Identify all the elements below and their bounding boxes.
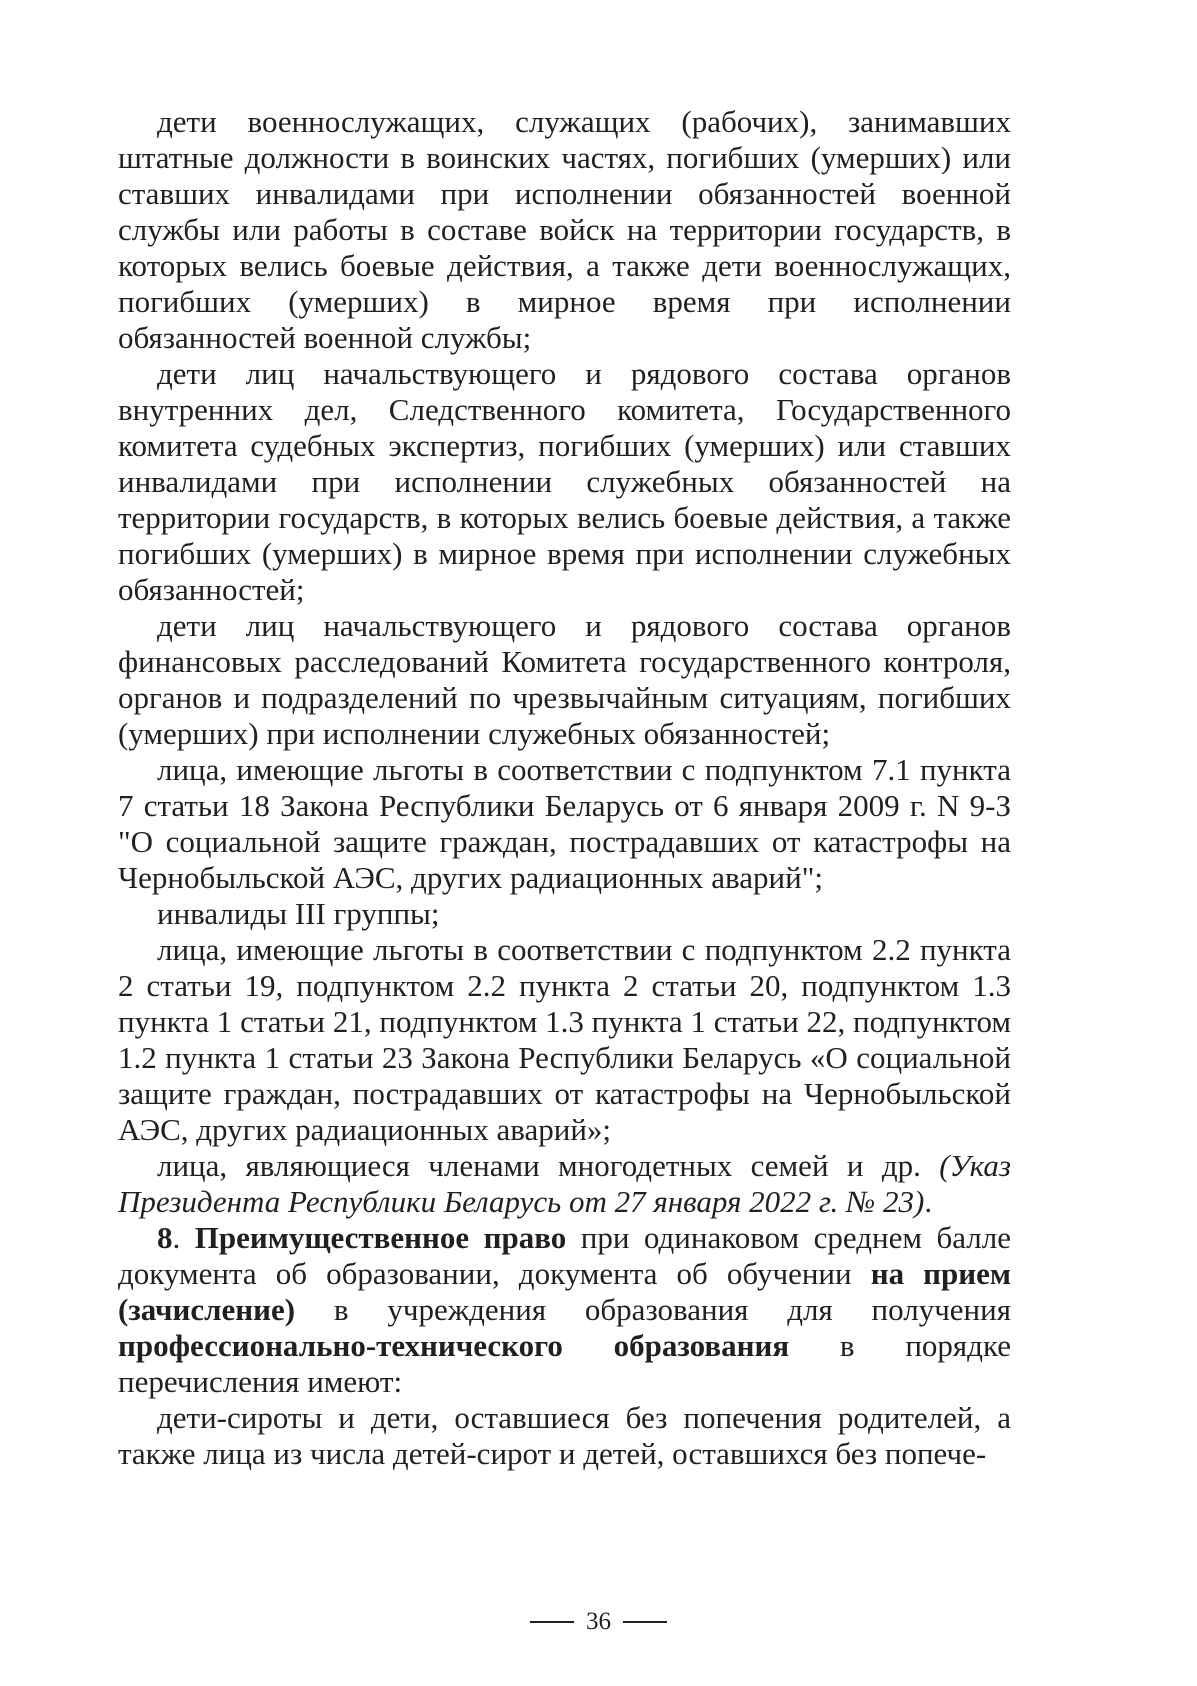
section-number: 8	[157, 1220, 173, 1255]
large-families-text: лица, являющиеся членами многодетных семей и др.	[157, 1148, 921, 1183]
preferential-right-term: Преимущественное право	[194, 1220, 567, 1255]
decree-citation: (Указ Президента Республики Беларусь от 27 января 2022 г. № 23)	[118, 1148, 1011, 1219]
section-8-paragraph	[118, 1220, 1011, 1400]
large-families-end: .	[924, 1184, 933, 1219]
paragraph-large-families	[118, 1148, 1011, 1220]
footer-rule-left	[530, 1621, 574, 1623]
page-number: 36	[586, 1608, 611, 1635]
vocational-education-term: профессионально-технического образования	[118, 1328, 790, 1363]
paragraph-children-of-servicemen: дети военнослужащих, служащих (рабочих), занимавших штатные должности в воинских частях, погибших (умерших) или ставших инвалидами при исполнении обязанностей военной службы или работы в составе войск на территории государств, в которых велись боевые действия, а также дети военнослужащих, погибших (умерших) в мирное время при исполнении обязанностей военной службы;	[118, 104, 1011, 355]
paragraph-orphans: дети-сироты и дети, оставшиеся без попечения родителей, а также лица из числа детей-сирот и детей, оставшихся без попече-	[118, 1400, 1011, 1471]
paragraph-chernobyl-benefits: лица, имеющие льготы в соответствии с подпунктом 7.1 пункта 7 статьи 18 Закона Республики Беларусь от 6 января 2009 г. N 9-З "О социальной защите граждан, пострадавших от катастрофы на Чернобыльской АЭС, других радиационных аварий";	[118, 752, 1011, 895]
section-number-sep: .	[172, 1220, 195, 1255]
paragraph-children-of-financial-investigations: дети лиц начальствующего и рядового состава органов финансовых расследований Комитета государственного контроля, органов и подразделений по чрезвычайным ситуациям, погибших (умерших) при исполнении служебных обязанностей;	[118, 608, 1011, 751]
paragraph-children-of-internal-affairs: дети лиц начальствующего и рядового состава органов внутренних дел, Следственного комитета, Государственного комитета судебных экспертиз, погибших (умерших) или ставших инвалидами при исполнении служебных обязанностей на территории государств, в которых велись боевые действия, а также погибших (умерших) в мирное время при исполнении служебных обязанностей;	[118, 356, 1011, 607]
page-body	[118, 104, 1011, 1674]
page-footer	[0, 1602, 1197, 1642]
footer-rule-right	[623, 1621, 667, 1623]
paragraph-chernobyl-subclauses: лица, имеющие льготы в соответствии с подпунктом 2.2 пункта 2 статьи 19, подпунктом 2.2 пункта 2 статьи 20, подпунктом 1.3 пункта 1 статьи 21, подпунктом 1.3 пункта 1 статьи 22, подпунктом 1.2 пункта 1 статьи 23 Закона Республики Беларусь «О социальной защите граждан, пострадавших от катастрофы на Чернобыльской АЭС, других радиационных аварий»;	[118, 932, 1011, 1147]
section-8-text-2: в учреждения образования для получения	[295, 1292, 1011, 1327]
section-8-text-1: при одинаковом среднем балле документа об образовании, документа об обучении	[118, 1220, 1012, 1291]
paragraph-disabled-group-3: инвалиды III группы;	[157, 896, 440, 931]
section-8-text-3: в порядке перечисления имеют:	[118, 1328, 1011, 1399]
admission-term: на прием (зачисление)	[118, 1256, 1011, 1327]
